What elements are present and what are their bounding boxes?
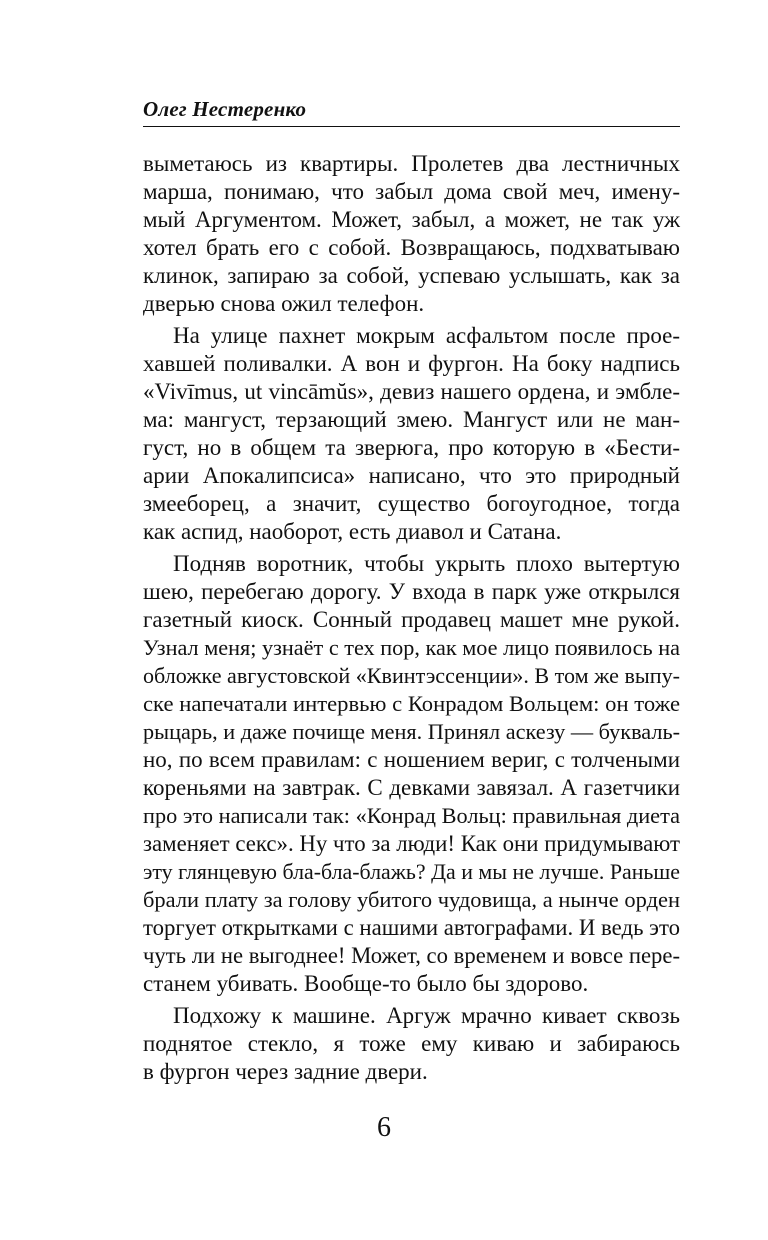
text-line: обложке августовской «Квинтэссенции». В том же выпу- xyxy=(143,663,680,688)
text-line: рыцарь, и даже почище меня. Принял аскезу — букваль- xyxy=(143,719,681,744)
text-line: кореньями на завтрак. С девками завязал. А газетчики xyxy=(143,775,680,800)
text-line: выметаюсь из квартиры. Пролетев два лестничных xyxy=(143,151,680,176)
text-line: Подхожу к машине. Аргуж мрачно кивает сквозь xyxy=(173,1003,680,1028)
paragraph xyxy=(143,1002,680,1086)
text-line: клинок, запираю за собой, успеваю услышать, как за xyxy=(143,263,680,288)
text-line: газетный киоск. Сонный продавец машет мне рукой. xyxy=(143,607,680,632)
text-line: про это написали так: «Конрад Вольц: правильная диета xyxy=(143,803,680,828)
text-line: змееборец, а значит, существо богоугодное, тогда xyxy=(143,491,680,516)
text-line: хавшей поливалки. А вон и фургон. На боку надпись xyxy=(143,351,680,376)
text-line: чуть ли не выгоднее! Может, со временем и вовсе пере- xyxy=(143,943,680,968)
text-line: ма: мангуст, терзающий змею. Мангуст или не ман- xyxy=(143,407,680,432)
text-line: Подняв воротник, чтобы укрыть плохо вытертую xyxy=(173,551,680,576)
paragraph xyxy=(143,550,680,998)
text-line: как аспид, наоборот, есть диавол и Сатана. xyxy=(143,519,562,544)
text-line: мый Аргументом. Может, забыл, а может, не так уж xyxy=(143,207,680,232)
text-line: в фургон через задние двери. xyxy=(143,1059,428,1084)
text-line: станем убивать. Вообще-то было бы здорово. xyxy=(143,971,589,996)
text-line: Узнал меня; узнаёт с тех пор, как мое лицо появилось на xyxy=(143,635,680,660)
text-line: торгует открытками с нашими автографами. И ведь это xyxy=(143,915,680,940)
text-line: арии Апокалипсиса» написано, что это природный xyxy=(143,463,680,488)
text-line: марша, понимаю, что забыл дома свой меч, имену- xyxy=(143,179,680,204)
paragraph xyxy=(143,150,680,318)
text-line: поднятое стекло, я тоже ему киваю и забираюсь xyxy=(143,1031,680,1056)
text-line: эту глянцевую бла-бла-блажь? Да и мы не лучше. Раньше xyxy=(143,859,680,884)
text-line: брали плату за голову убитого чудовища, а нынче орден xyxy=(143,887,680,912)
header-rule xyxy=(143,126,680,127)
text-line: дверью снова ожил телефон. xyxy=(143,291,425,316)
text-line: На улице пахнет мокрым асфальтом после прое- xyxy=(173,323,680,348)
text-line: шею, перебегаю дорогу. У входа в парк уже открылся xyxy=(143,579,680,604)
text-line: ске напечатали интервью с Конрадом Вольцем: он тоже xyxy=(143,691,680,716)
text-line: густ, но в общем та зверюга, про которую в «Бести- xyxy=(143,435,680,460)
body-text xyxy=(143,150,680,1090)
text-line: но, по всем правилам: с ношением вериг, с толчеными xyxy=(143,747,680,772)
text-line: хотел брать его с собой. Возвращаюсь, подхватываю xyxy=(143,235,680,260)
paragraph xyxy=(143,322,680,546)
page-number: 6 xyxy=(377,1112,391,1143)
running-head-author: Олег Нестеренко xyxy=(143,97,307,121)
text-line: заменяет секс». Ну что за люди! Как они придумывают xyxy=(143,831,680,856)
text-line: «Vivīmus, ut vincāmŭs», девиз нашего ордена, и эмбле- xyxy=(143,379,680,404)
